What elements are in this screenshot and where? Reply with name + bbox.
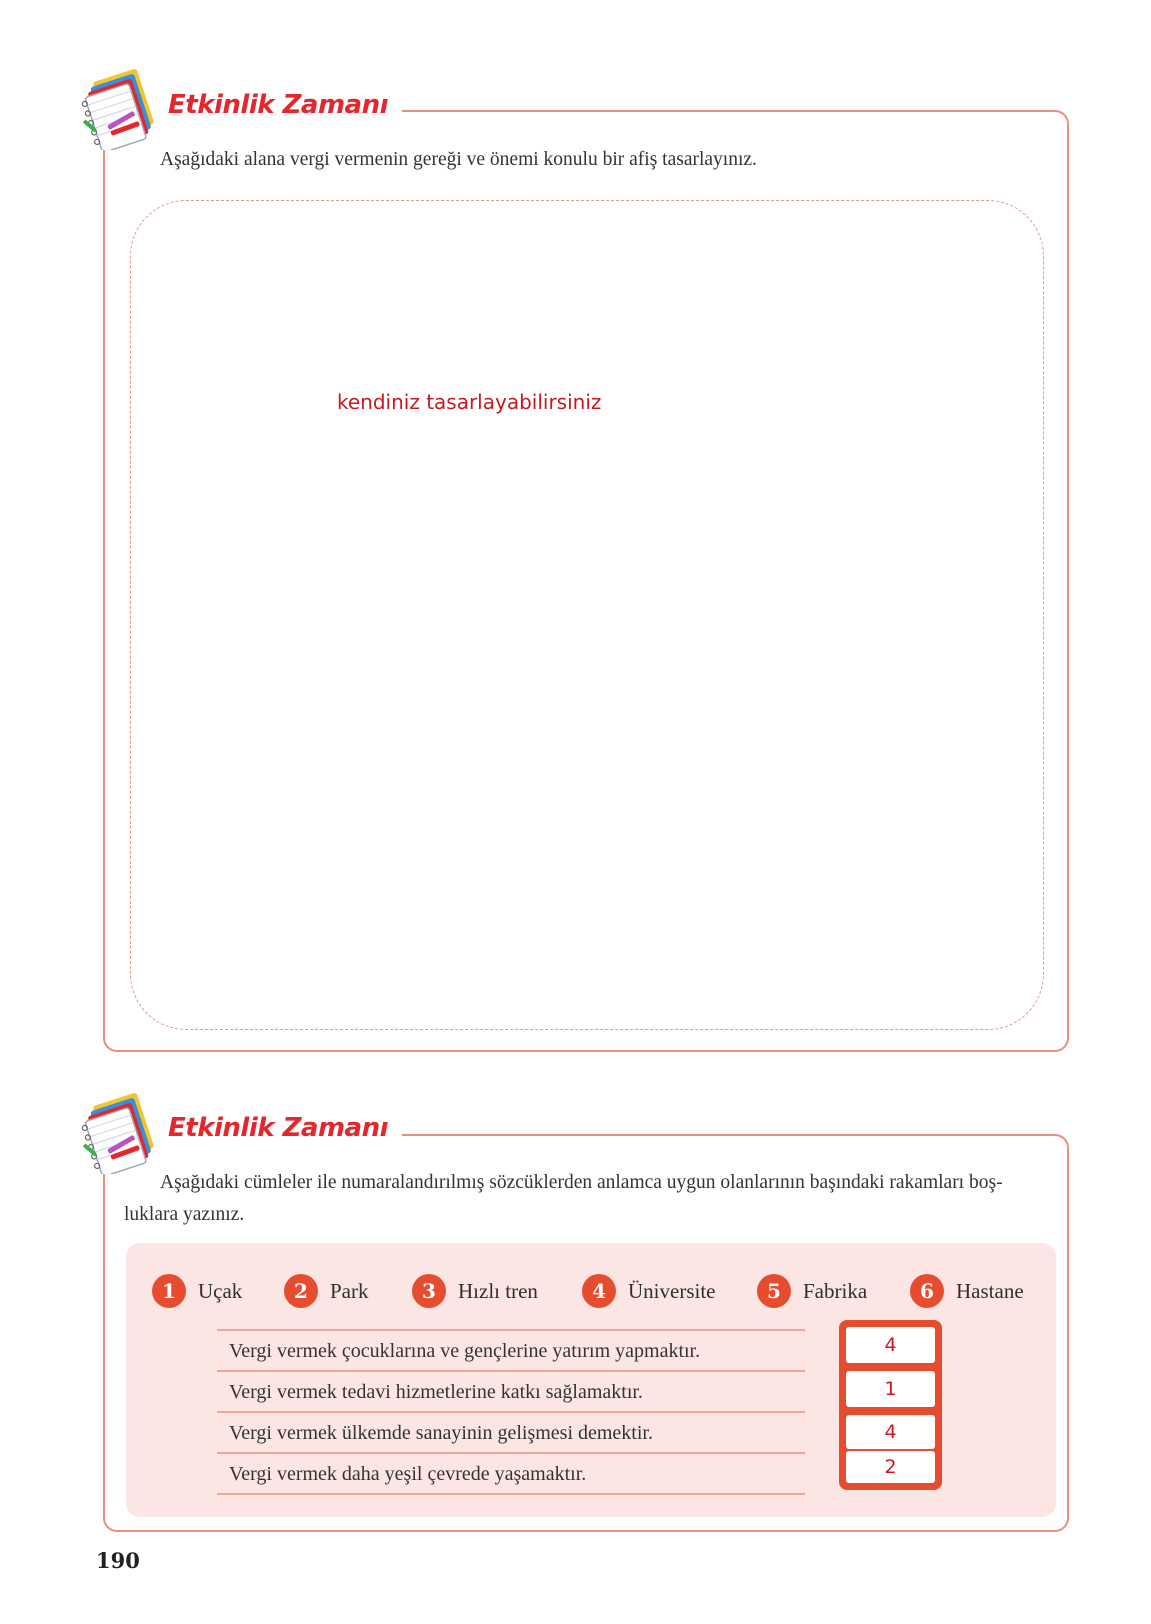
page-number: 190 bbox=[96, 1548, 140, 1573]
option-label: Hastane bbox=[956, 1278, 1024, 1303]
sentence-row: Vergi vermek daha yeşil çevrede yaşamaktır. bbox=[217, 1452, 805, 1495]
option-2 bbox=[284, 1274, 369, 1308]
activity-1-instruction: Aşağıdaki alana vergi vermenin gereği ve önemi konulu bir afiş tasarlayınız. bbox=[160, 149, 757, 170]
option-label: Fabrika bbox=[803, 1278, 868, 1303]
option-3 bbox=[412, 1274, 538, 1308]
option-4 bbox=[582, 1274, 715, 1308]
sentence-row: Vergi vermek tedavi hizmetlerine katkı sağlamaktır. bbox=[217, 1370, 805, 1411]
poster-drawing-area[interactable] bbox=[130, 200, 1044, 1030]
option-label: Park bbox=[330, 1278, 369, 1303]
option-number-badge: 2 bbox=[284, 1274, 318, 1308]
answer-box-2[interactable]: 1 bbox=[846, 1371, 935, 1407]
option-1 bbox=[152, 1274, 242, 1308]
answer-column bbox=[839, 1320, 942, 1490]
answer-box-3[interactable]: 4 bbox=[846, 1415, 935, 1449]
sentence-list bbox=[217, 1329, 805, 1495]
option-number-badge: 3 bbox=[412, 1274, 446, 1308]
activity-2-title: Etkinlik Zamanı bbox=[168, 1113, 389, 1143]
option-number-badge: 4 bbox=[582, 1274, 616, 1308]
sentence-row: Vergi vermek çocuklarına ve gençlerine yatırım yapmaktır. bbox=[217, 1329, 805, 1370]
option-5 bbox=[757, 1274, 867, 1308]
notebook-crayons-icon bbox=[80, 1090, 168, 1174]
option-label: Hızlı tren bbox=[458, 1278, 538, 1303]
option-number-badge: 5 bbox=[757, 1274, 791, 1308]
answer-box-4[interactable]: 2 bbox=[846, 1451, 935, 1483]
option-number-badge: 1 bbox=[152, 1274, 186, 1308]
option-number-badge: 6 bbox=[910, 1274, 944, 1308]
activity-2-instruction: Aşağıdaki cümleler ile numaralandırılmış sözcüklerden anlamca uygun olanlarının başındaki rakamları boş-luklara yazınız. bbox=[124, 1172, 1003, 1225]
notebook-crayons-icon bbox=[80, 66, 168, 150]
option-label: Uçak bbox=[198, 1278, 243, 1303]
activity-1-title: Etkinlik Zamanı bbox=[168, 90, 389, 120]
option-6 bbox=[910, 1274, 1024, 1308]
answer-box-1[interactable]: 4 bbox=[846, 1327, 935, 1363]
handwritten-note: kendiniz tasarlayabilirsiniz bbox=[337, 390, 602, 414]
sentence-row: Vergi vermek ülkemde sanayinin gelişmesi demektir. bbox=[217, 1411, 805, 1452]
option-label: Üniversite bbox=[628, 1278, 716, 1303]
